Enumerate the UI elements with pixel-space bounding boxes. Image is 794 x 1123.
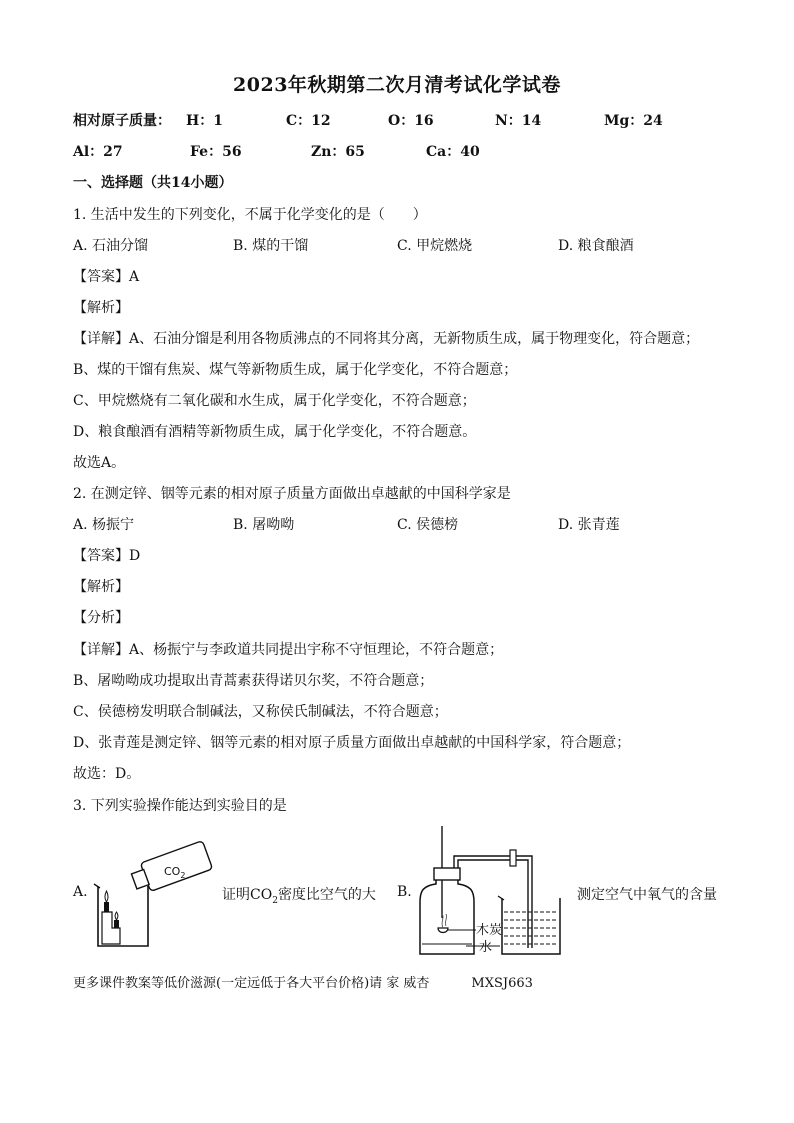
q1-detail-2: B、煤的干馏有焦炭、煤气等新物质生成，属于化学变化，不符合题意； — [73, 362, 518, 378]
short-candle-icon — [114, 920, 119, 928]
q2-option-b: B. 屠呦呦 — [233, 517, 295, 533]
mass-ca: Ca：40 — [426, 144, 480, 160]
q1-option-d: D. 粮食酿酒 — [558, 238, 634, 254]
q1-conclusion: 故选A。 — [73, 455, 126, 471]
q3-option-b-letter: B. — [397, 884, 412, 900]
mass-zn: Zn：65 — [311, 144, 365, 160]
q1-option-b: B. 煤的干馏 — [233, 238, 309, 254]
q3-option-b-caption: 测定空气中氧气的含量 — [577, 887, 717, 903]
q1-option-a: A. 石油分馏 — [73, 238, 149, 254]
q1-option-c: C. 甲烷燃烧 — [397, 238, 473, 254]
q2-detail-4: D、张青莲是测定锌、铟等元素的相对原子质量方面做出卓越献的中国科学家，符合题意； — [73, 735, 631, 751]
q2-detail-2: B、屠呦呦成功提取出青蒿素获得诺贝尔奖，不符合题意； — [73, 673, 434, 689]
q1-detail-1: 【详解】A、石油分馏是利用各物质沸点的不同将其分离，无新物质生成，属于物理变化，符合题意； — [73, 331, 700, 347]
q2-detail-3: C、侯德榜发明联合制碱法，又称侯氏制碱法，不符合题意； — [73, 704, 448, 720]
q1-detail-3: C、甲烷燃烧有二氧化碳和水生成，属于化学变化，不符合题意； — [73, 393, 476, 409]
q2-option-a: A. 杨振宁 — [73, 517, 135, 533]
q3-stem: 3. 下列实验操作能达到实验目的是 — [73, 798, 287, 814]
mass-o: O：16 — [388, 113, 434, 129]
mass-mg: Mg：24 — [604, 113, 663, 129]
water-label: 水 — [479, 940, 493, 955]
mass-fe: Fe：56 — [190, 144, 242, 160]
q1-answer: 【答案】A — [73, 269, 140, 285]
tall-candle-icon — [104, 902, 109, 912]
mass-al: Al：27 — [73, 144, 123, 160]
q2-stem: 2. 在测定锌、铟等元素的相对原子质量方面做出卓越献的中国科学家是 — [73, 486, 511, 502]
q1-detail-4: D、粮食酿酒有酒精等新物质生成，属于化学变化，不符合题意。 — [73, 424, 477, 440]
charcoal-label: 木炭 — [476, 923, 503, 938]
atomic-mass-label: 相对原子质量： — [73, 113, 171, 129]
q1-analysis: 【解析】 — [73, 300, 129, 316]
oxygen-measurement-diagram — [412, 822, 574, 962]
exam-title: 2023年秋期第二次月清考试化学试卷 — [233, 74, 561, 96]
q3-option-a-caption: 证明$CO_2$密度比空气的大 — [222, 887, 376, 906]
q2-fenxi: 【分析】 — [73, 610, 129, 626]
q2-detail-1: 【详解】A、杨振宁与李政道共同提出宇称不守恒理论，不符合题意； — [73, 642, 504, 658]
co2-pouring-diagram — [92, 838, 214, 950]
water-beaker-icon — [502, 898, 560, 954]
q2-analysis: 【解析】 — [73, 579, 129, 595]
footer-note: 更多课件教案等低价滋源(一定远低于各大平台价格)请 家 威杏 MXSJ663 — [73, 976, 533, 991]
q2-conclusion: 故选：D。 — [73, 766, 141, 782]
mass-n: N：14 — [495, 113, 542, 129]
co2-label: $CO_2$ — [164, 865, 186, 880]
section-heading: 一、选择题（共14小题） — [73, 175, 233, 191]
gas-jar-icon — [420, 880, 474, 954]
q2-answer: 【答案】D — [73, 548, 141, 564]
mass-c: C：12 — [286, 113, 331, 129]
q2-option-d: D. 张青莲 — [558, 517, 620, 533]
q1-stem: 1. 生活中发生的下列变化，不属于化学变化的是（ ） — [73, 207, 427, 223]
q2-option-c: C. 侯德榜 — [397, 517, 459, 533]
stopper-icon — [434, 868, 460, 880]
mass-h: H：1 — [186, 113, 223, 129]
q3-option-a-letter: A. — [73, 884, 88, 900]
